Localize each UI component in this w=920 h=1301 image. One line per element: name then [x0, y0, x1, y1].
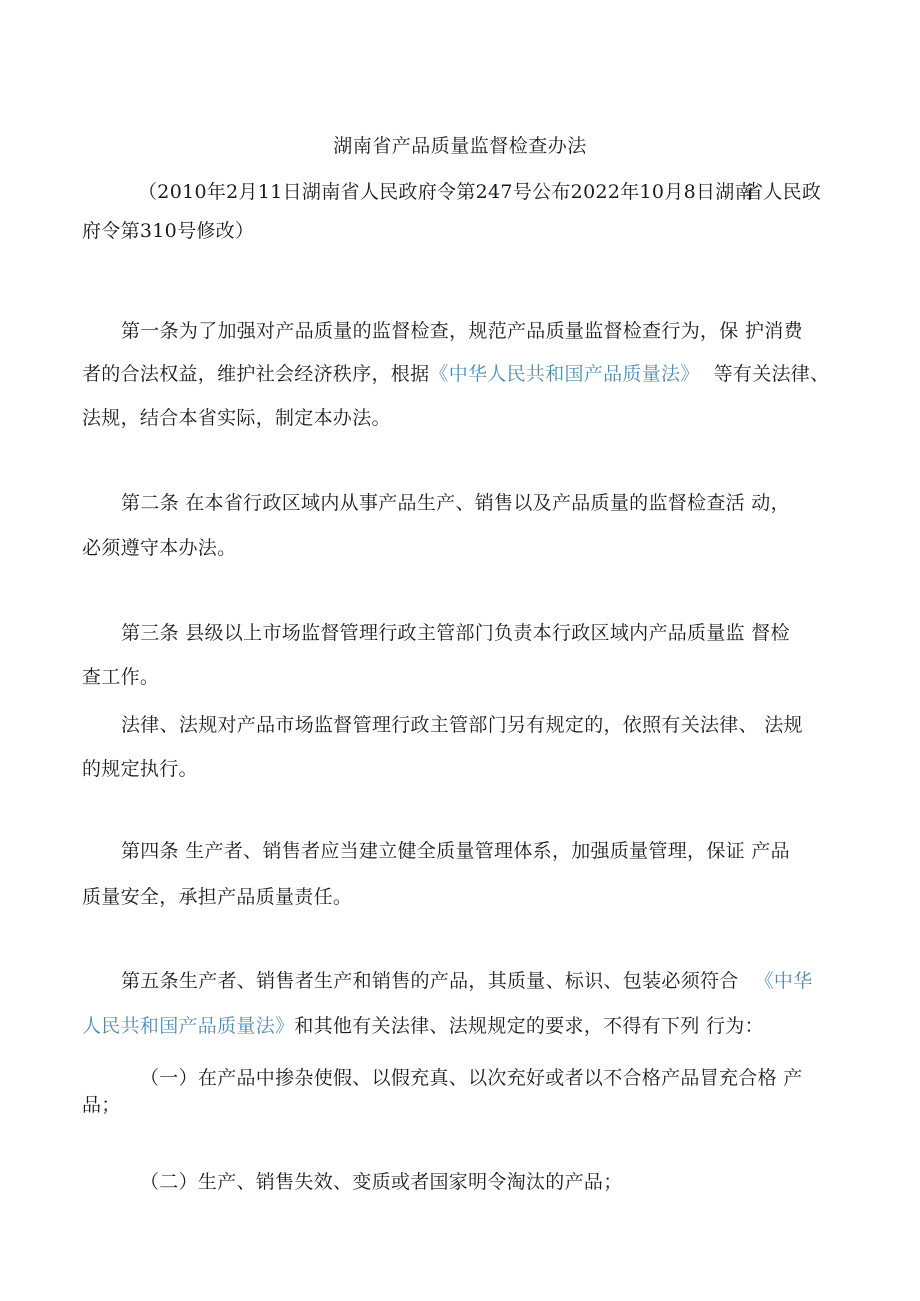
article-2-line-1: 第二条 在本省行政区域内从事产品生产、销售以及产品质量的监督检查活 动， [121, 492, 790, 514]
preamble-line-1a: （2010年2月11日湖南省人民政府令第247号公布2022年10月8日湖南 [138, 181, 754, 203]
article-1-line-2 [82, 359, 829, 386]
article-2-line-2: 必须遵守本办法。 [82, 537, 237, 559]
article-5-line-1 [121, 966, 813, 993]
law-reference-link-end[interactable]: 人民共和国产品质量法》 [82, 1015, 295, 1037]
article-1-line-3: 法规，结合本省实际，制定本办法。 [82, 407, 391, 429]
article-3-line-1: 第三条 县级以上市场监督管理行政主管部门负责本行政区域内产品质量监 督检 [121, 622, 790, 644]
article-3-line-4: 的规定执行。 [82, 758, 198, 780]
article-1-text: 者的合法权益，维护社会经济秩序，根据 [82, 363, 430, 385]
document-title: 湖南省产品质量监督检查办法 [333, 135, 587, 157]
article-4-line-1: 第四条 生产者、销售者应当建立健全质量管理体系，加强质量管理，保证 产品 [121, 840, 790, 862]
article-5-line-2 [82, 1011, 764, 1038]
article-5-text-tail: 和其他有关法律、法规规定的要求，不得有下列 行为： [294, 1015, 764, 1037]
article-4-line-2: 质量安全，承担产品质量责任。 [82, 886, 353, 908]
item-1-line-1: （一）在产品中掺杂使假、以假充真、以次充好或者以不合格产品冒充合格 产 [140, 1067, 803, 1089]
law-reference-link-start[interactable]: 《中华 [754, 970, 813, 992]
article-1-text-tail: 等有关法律、 [713, 363, 830, 385]
article-3-line-2: 查工作。 [82, 666, 160, 688]
item-2-line-1: （二）生产、销售失效、变质或者国家明令淘汰的产品； [140, 1171, 623, 1193]
preamble-line-1b: 省人民政 [744, 181, 822, 203]
item-1-line-2: 品； [82, 1094, 121, 1116]
article-5-text: 第五条生产者、销售者生产和销售的产品，其质量、标识、包装必须符合 [121, 970, 739, 992]
law-reference-link[interactable]: 《中华人民共和国产品质量法》 [429, 363, 700, 385]
article-1-line-1: 第一条为了加强对产品质量的监督检查，规范产品质量监督检查行为，保 护消费 [121, 320, 803, 342]
preamble-line-2: 府令第310号修改） [82, 220, 255, 242]
article-3-line-3: 法律、法规对产品市场监督管理行政主管部门另有规定的，依照有关法律、 法规 [121, 714, 803, 736]
